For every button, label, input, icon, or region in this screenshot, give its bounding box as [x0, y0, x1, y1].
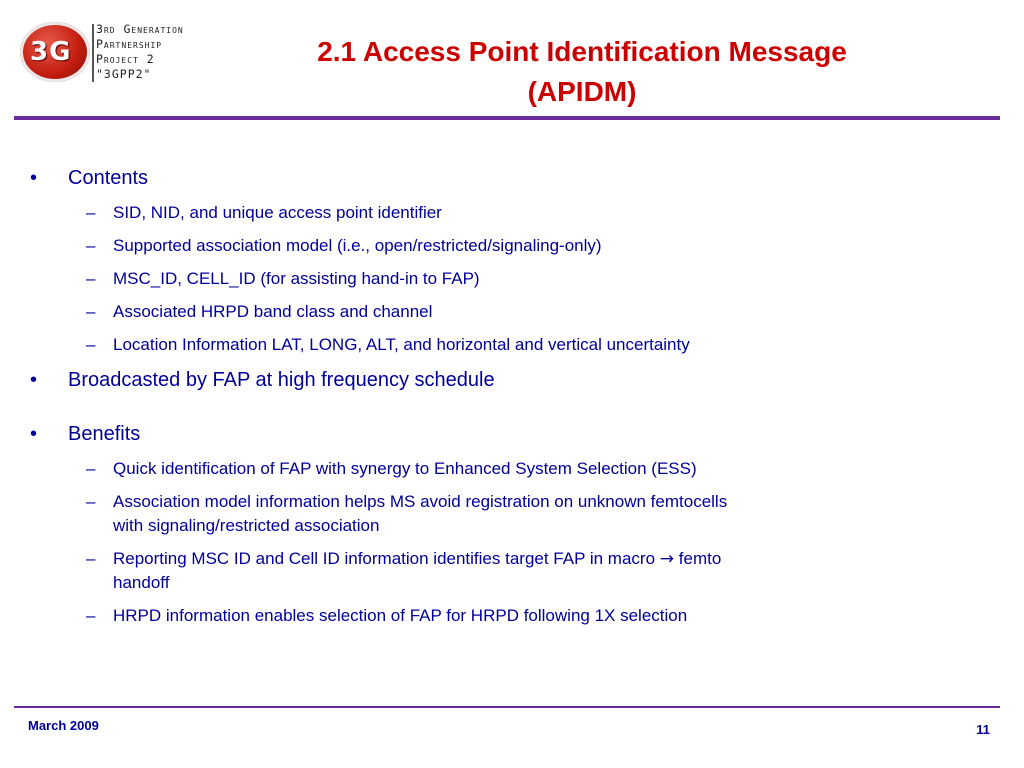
spacer: [30, 357, 970, 366]
spacer: [30, 225, 970, 234]
sub-bullet: – Quick identification of FAP with synergy to Enhanced System Selection (ESS): [30, 457, 970, 481]
sub-bullet: – Supported association model (i.e., open/restricted/signaling-only): [30, 234, 970, 258]
logo-badge-text: 3G: [30, 37, 72, 67]
spacer: [30, 481, 970, 490]
logo-org-line: Project 2: [96, 52, 155, 66]
sub-bullet-line: with signaling/restricted association: [113, 516, 380, 535]
sub-bullet-line: handoff: [113, 573, 170, 592]
sub-bullet: – SID, NID, and unique access point identifier: [30, 201, 970, 225]
spacer: [30, 192, 970, 201]
slide-title-line2: (APIDM): [527, 76, 637, 107]
slide-body: [30, 164, 970, 628]
logo-divider: [92, 24, 94, 82]
bullet-contents: • Contents: [30, 164, 970, 192]
sub-bullet: [30, 547, 970, 595]
logo-org-line: Partnership: [96, 37, 163, 51]
logo-org-name: [96, 22, 184, 82]
sub-bullet-text: Reporting MSC ID and Cell ID information identifies target FAP in macro: [113, 549, 656, 568]
spacer: [30, 448, 970, 457]
spacer: [30, 258, 970, 267]
logo-badge: [20, 22, 90, 82]
sub-bullet: – Associated HRPD band class and channel: [30, 300, 970, 324]
sub-bullet-line: [113, 547, 970, 571]
sub-bullet: – HRPD information enables selection of FAP for HRPD following 1X selection: [30, 604, 970, 628]
footer-divider: [14, 706, 1000, 708]
spacer: [30, 538, 970, 547]
logo-3gpp2: [20, 20, 240, 90]
spacer: [30, 394, 970, 420]
bullet-broadcast: • Broadcasted by FAP at high frequency schedule: [30, 366, 970, 394]
spacer: [30, 595, 970, 604]
sub-bullet: – Location Information LAT, LONG, ALT, and horizontal and vertical uncertainty: [30, 333, 970, 357]
logo-org-line: 3rd Generation: [96, 22, 184, 36]
logo-org-line: "3GPP2": [96, 67, 152, 81]
right-arrow-icon: →: [659, 549, 675, 569]
slide-title: [248, 32, 916, 112]
spacer: [30, 324, 970, 333]
slide-title-line1: 2.1 Access Point Identification Message: [317, 36, 847, 67]
sub-bullet: – MSC_ID, CELL_ID (for assisting hand-in to FAP): [30, 267, 970, 291]
sub-bullet-line: – Association model information helps MS avoid registration on unknown femtocells: [113, 492, 728, 511]
bullet-benefits: • Benefits: [30, 420, 970, 448]
spacer: [30, 291, 970, 300]
page-number: 11: [976, 722, 990, 737]
sub-bullet-text: femto: [678, 549, 722, 568]
header-divider: [14, 116, 1000, 120]
sub-bullet: [30, 490, 970, 538]
footer-date: March 2009: [28, 718, 99, 733]
